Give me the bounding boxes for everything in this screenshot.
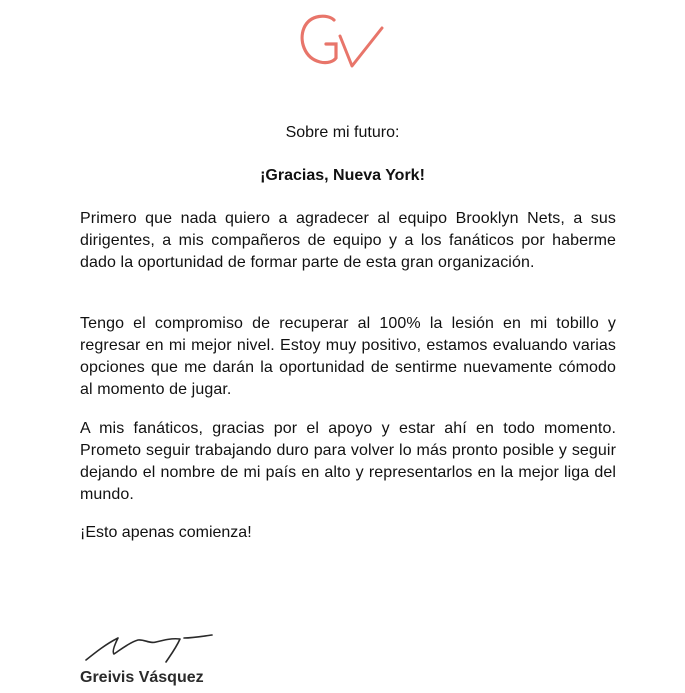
handwritten-signature	[80, 626, 220, 666]
paragraph-recovery: Tengo el compromiso de recuperar al 100% la lesión en mi tobillo y regresar en mi mejor nivel. Estoy muy positivo, estamos evaluando varias opciones que me darán la oportunidad de sentirme nuevamente cómodo al momento de jugar.	[80, 315, 616, 398]
letter-subject: Sobre mi futuro:	[285, 124, 400, 141]
logo-v-shape	[340, 28, 382, 66]
letter-closing: ¡Esto apenas comienza!	[80, 524, 252, 541]
letter-headline: ¡Gracias, Nueva York!	[260, 167, 425, 184]
paragraph-thanks: Primero que nada quiero a agradecer al equipo Brooklyn Nets, a sus dirigentes, a mis compañeros de equipo y a los fanáticos por haberme dado la oportunidad de formar parte de esta gran organización.	[80, 210, 616, 271]
gv-logo	[296, 6, 396, 70]
signer-name: Greivis Vásquez	[80, 669, 204, 686]
logo-g-shape	[302, 16, 336, 62]
paragraph-fans: A mis fanáticos, gracias por el apoyo y estar ahí en todo momento. Prometo seguir trabajando duro para volver lo más pronto posible y seguir dejando el nombre de mi país en alto y representarlos en la mejor liga del mundo.	[80, 420, 616, 503]
